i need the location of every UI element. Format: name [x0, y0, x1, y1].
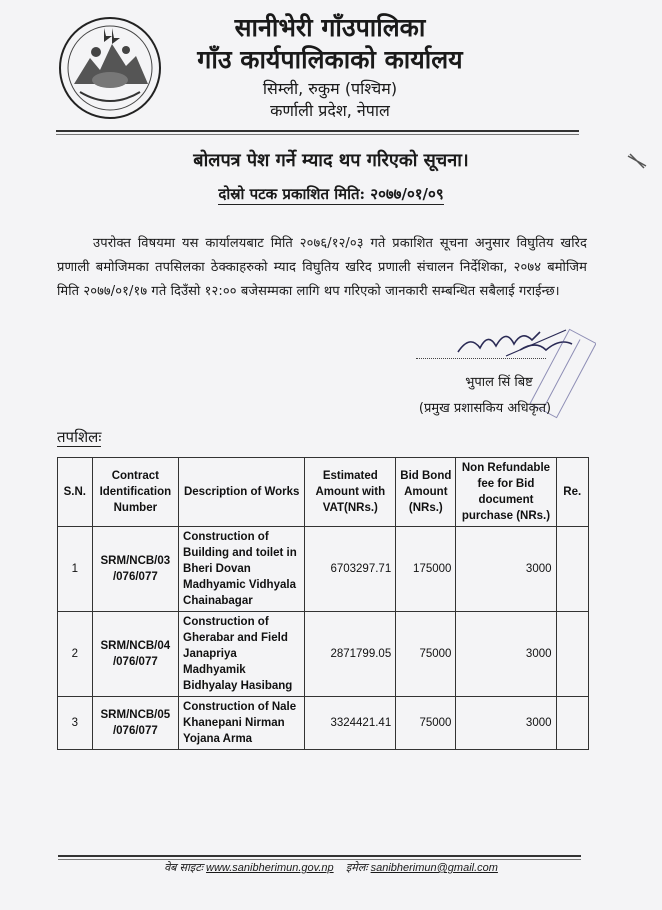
- header-divider: [56, 130, 579, 132]
- cell-bid-bond: 75000: [396, 697, 456, 750]
- cell-estimated-amount: 2871799.05: [305, 612, 396, 697]
- nepal-government-emblem-icon: [56, 14, 164, 122]
- table-row: [58, 612, 589, 697]
- office-name: गाँउ कार्यपालिकाको कार्यालय: [197, 45, 463, 74]
- signature-line: [416, 358, 546, 359]
- signatory-name: भुपाल सिं बिष्ट: [465, 375, 533, 390]
- cell-sn: 2: [58, 612, 93, 697]
- table-row: [58, 527, 589, 612]
- cell-sn: 1: [58, 527, 93, 612]
- signatory-title: (प्रमुख प्रशासकिय अधिकृत): [418, 401, 552, 416]
- cell-description: Construction of Building and toilet in Bheri Dovan Madhyamic Vidhyala Chainabagar: [179, 527, 305, 612]
- notice-body: उपरोक्त विषयमा यस कार्यालयबाट मिति २०७६/१२/०३ गते प्रकाशित सूचना अनुसार विघुतिय खरिद प्रणाली बमोजिमका तपसिलका ठेक्काहरुको म्याद विघुतिय खरिद प्रणाली संचालन निर्देशिका, २०७४ बमोजिम मिति २०७७/०१/१७ गते दिउँसो १२:०० बजेसम्मका लागि थप गरिएको जानकारी सम्बन्धित सबैलाई गराईन्छ।: [57, 236, 587, 299]
- cell-estimated-amount: 6703297.71: [305, 527, 396, 612]
- cell-sn: 3: [58, 697, 93, 750]
- col-header-contract-id: Contract Identification Number: [92, 458, 178, 527]
- col-header-sn: S.N.: [58, 458, 93, 527]
- details-label: तपशिलः: [57, 428, 102, 446]
- header-divider-thin: [56, 134, 579, 135]
- cell-description: Construction of Gherabar and Field Janapriya Madhyamik Bidhyalay Hasibang: [179, 612, 305, 697]
- cell-estimated-amount: 3324421.41: [305, 697, 396, 750]
- col-header-fee: Non Refundable fee for Bid document purchase (NRs.): [456, 458, 556, 527]
- cell-fee: 3000: [456, 527, 556, 612]
- publish-date-text: दोस्रो पटक प्रकाशित मिति: २०७७/०१/०९: [218, 185, 444, 203]
- col-header-remarks: Re.: [556, 458, 588, 527]
- cell-bid-bond: 175000: [396, 527, 456, 612]
- cell-fee: 3000: [456, 612, 556, 697]
- cell-remarks: [556, 527, 588, 612]
- email-link[interactable]: sanibherimun@gmail.com: [370, 862, 498, 874]
- col-header-estimated-amount: Estimated Amount with VAT(NRs.): [305, 458, 396, 527]
- office-province: कर्णाली प्रदेश, नेपाल: [270, 101, 390, 120]
- email-label: इमेलः: [345, 862, 368, 874]
- table-row: [58, 697, 589, 750]
- col-header-description: Description of Works: [179, 458, 305, 527]
- cell-contract-id: SRM/NCB/05 /076/077: [92, 697, 178, 750]
- cell-contract-id: SRM/NCB/03 /076/077: [92, 527, 178, 612]
- table-header-row: [58, 458, 589, 527]
- cell-remarks: [556, 612, 588, 697]
- publish-date-line: [0, 184, 662, 204]
- footer-divider: [58, 855, 581, 857]
- col-header-bid-bond: Bid Bond Amount (NRs.): [396, 458, 456, 527]
- cell-description: Construction of Nale Khanepani Nirman Yojana Arma: [179, 697, 305, 750]
- notice-title: बोलपत्र पेश गर्ने म्याद थप गरिएको सूचना।: [193, 150, 469, 171]
- contracts-table: [57, 457, 589, 750]
- web-label: वेब साइटः: [164, 862, 203, 874]
- office-location: सिम्ली, रुकुम (पश्चिम): [262, 79, 398, 98]
- cell-remarks: [556, 697, 588, 750]
- office-header: [150, 12, 510, 122]
- cell-bid-bond: 75000: [396, 612, 456, 697]
- municipality-name: सानीभेरी गाँउपालिका: [234, 13, 426, 42]
- footer-contact: [0, 860, 662, 875]
- website-link[interactable]: www.sanibherimun.gov.np: [206, 862, 334, 874]
- cell-contract-id: SRM/NCB/04 /076/077: [92, 612, 178, 697]
- cell-fee: 3000: [456, 697, 556, 750]
